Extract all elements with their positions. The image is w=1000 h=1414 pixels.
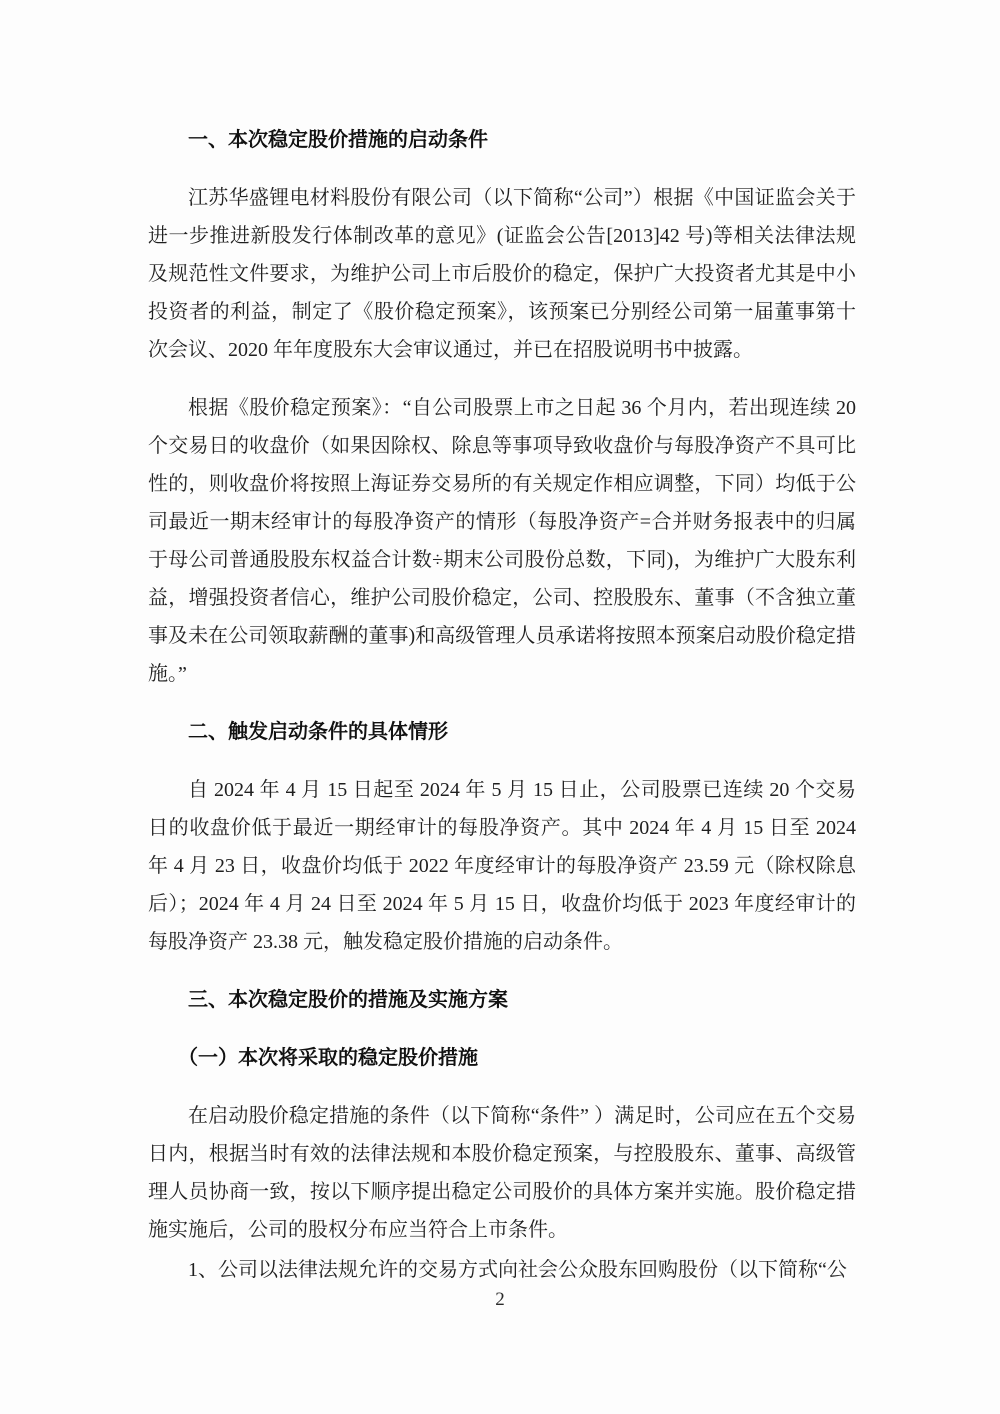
paragraph-plan-trigger-terms: 根据《股价稳定预案》：“自公司股票上市之日起 36 个月内，若出现连续 20 个交易日的收盘价（如果因除权、除息等事项导致收盘价与每股净资产不具可比性的，则收盘价将按照上海证券交易所的有关规定作相应调整，下同）均低于公司最近一期末经审计的每股净资产的情形（每股净资产=合并财务报表中的归属于母公司普通股股东权益合计数÷期末公司股份总数，下同)，为维护广大股东利益，增强投资者信心，维护公司股价稳定，公司、控股股东、董事（不含独立董事及未在公司领取薪酬的董事)和高级管理人员承诺将按照本预案启动股价稳定措施。” (148, 397, 856, 685)
document-content (148, 121, 856, 1309)
subsection-heading-measures-to-take: （一）本次将采取的稳定股价措施 (178, 1047, 478, 1069)
paragraph-company-plan-background: 江苏华盛锂电材料股份有限公司（以下简称“公司”）根据《中国证监会关于进一步推进新股发行体制改革的意见》(证监会公告[2013]42 号)等相关法律法规及规范性文件要求，为维护公司上市后股价的稳定，保护广大投资者尤其是中小投资者的利益，制定了《股价稳定预案》，该预案已分别经公司第一届董事第十次会议、2020 年年度股东大会审议通过，并已在招股说明书中披露。 (148, 187, 856, 361)
page-number: 2 (495, 1289, 505, 1310)
paragraph-measures-procedure: 在启动股价稳定措施的条件（以下简称“条件” ）满足时，公司应在五个交易日内，根据当时有效的法律法规和本股价稳定预案，与控股股东、董事、高级管理人员协商一致，按以下顺序提出稳定公司股价的具体方案并实施。股价稳定措施实施后，公司的股权分布应当符合上市条件。 (148, 1105, 856, 1241)
section-heading-measures-plan: 三、本次稳定股价的措施及实施方案 (188, 989, 508, 1011)
section-heading-trigger-situation: 二、触发启动条件的具体情形 (188, 721, 448, 743)
paragraph-item-1-repurchase: 1、公司以法律法规允许的交易方式向社会公众股东回购股份（以下简称“公 (188, 1259, 847, 1281)
section-heading-launch-conditions: 一、本次稳定股价措施的启动条件 (188, 129, 488, 151)
paragraph-trigger-details: 自 2024 年 4 月 15 日起至 2024 年 5 月 15 日止，公司股票已连续 20 个交易日的收盘价低于最近一期经审计的每股净资产。其中 2024 年 4 月 15 日至 2024 年 4 月 23 日，收盘价均低于 2022 年度经审计的每股净资产 23.59 元（除权除息后）；2024 年 4 月 24 日至 2024 年 5 月 15 日，收盘价均低于 2023 年度经审计的每股净资产 23.38 元，触发稳定股价措施的启动条件。 (148, 779, 856, 953)
